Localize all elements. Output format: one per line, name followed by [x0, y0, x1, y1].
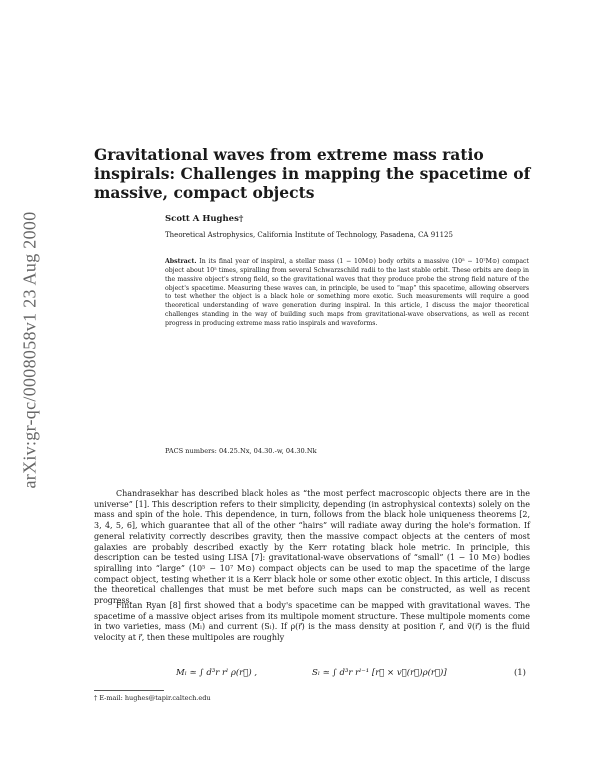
body-paragraph-1: Chandrasekhar has described black holes as “the most perfect macroscopic objects there are in the universe” [1]. This description refers to their simplicity, depending (in astrophysical contexts) solely on the mass and spin of the hole. This dependence, in turn, follows from the black hole uniqueness theorems [2, 3, 4, 5, 6], which guarantee that all of the other “hairs” will radiate away during the hole's formation. If general relativity correctly describes gravity, then the massive compact objects at the centers of most galaxies are probably described exactly by the Kerr rotating black hole metric. In principle, this description can be tested using LISA [7]: gravitational-wave observations of “small” (1 − 10 M⊙) bodies spiralling into “large” (10⁵ − 10⁷ M⊙) compact objects can be used to map the spacetime of the large compact object, testing whether it is a Kerr black hole or some other exotic object. In this article, I discuss the theoretical challenges that must be met before such maps can be constructed, as well as recent progress.: [94, 489, 530, 606]
body-paragraph-2: Fintan Ryan [8] first showed that a body's spacetime can be mapped with gravitational waves. The spacetime of a massive object arises from its multipole moment structure. These multipole moments come in two varieties, mass (Mₗ) and current (Sₗ). If ρ(r⃗) is the mass density at position r⃗, and v⃗(r⃗) is the fluid velocity at r⃗, then these multipoles are roughly: [94, 601, 530, 643]
pacs-numbers: PACS numbers: 04.25.Nx, 04.30.-w, 04.30.Nk: [165, 447, 317, 455]
author-name: Scott A Hughes†: [165, 214, 244, 224]
equation-current-multipole: Sₗ ≃ ∫ d³r rˡ⁻¹ [r⃗ × v⃗(r⃗)ρ(r⃗)]: [312, 668, 447, 678]
footnote-email: † E-mail: hughes@tapir.caltech.edu: [94, 694, 211, 702]
arxiv-identifier: arXiv:gr-qc/0008058v1 23 Aug 2000: [19, 211, 40, 489]
equation-1: [94, 664, 530, 688]
footnote-rule: [94, 690, 164, 691]
arxiv-sidebar-stamp: [20, 90, 40, 610]
equation-number: (1): [513, 668, 526, 678]
equation-mass-multipole: Mₗ ≃ ∫ d³r rˡ ρ(r⃗) ,: [176, 668, 258, 678]
abstract-label: Abstract.: [165, 258, 197, 265]
paper-title: Gravitational waves from extreme mass ratio inspirals: Challenges in mapping the spacetime of massive, compact objects: [94, 145, 531, 202]
author-affiliation: Theoretical Astrophysics, California Institute of Technology, Pasadena, CA 91125: [165, 231, 453, 239]
abstract-text: In its final year of inspiral, a stellar mass (1 − 10M⊙) body orbits a massive (10⁵ − 10⁷M⊙) compact object about 10⁵ times, spiralling from several Schwarzschild radii to the last stable orbit. These orbits are deep in the massive object's strong field, so the gravitational waves that they produce probe the strong field nature of the object's spacetime. Measuring these waves can, in principle, be used to “map” this spacetime, allowing observers to test whether the object is a black hole or something more exotic. Such measurements will require a good theoretical understanding of wave generation during inspiral. In this article, I discuss the major theoretical challenges standing in the way of building such maps from gravitational-wave observations, as well as recent progress in producing extreme mass ratio inspirals and waveforms.: [165, 258, 529, 327]
abstract: [165, 258, 529, 329]
